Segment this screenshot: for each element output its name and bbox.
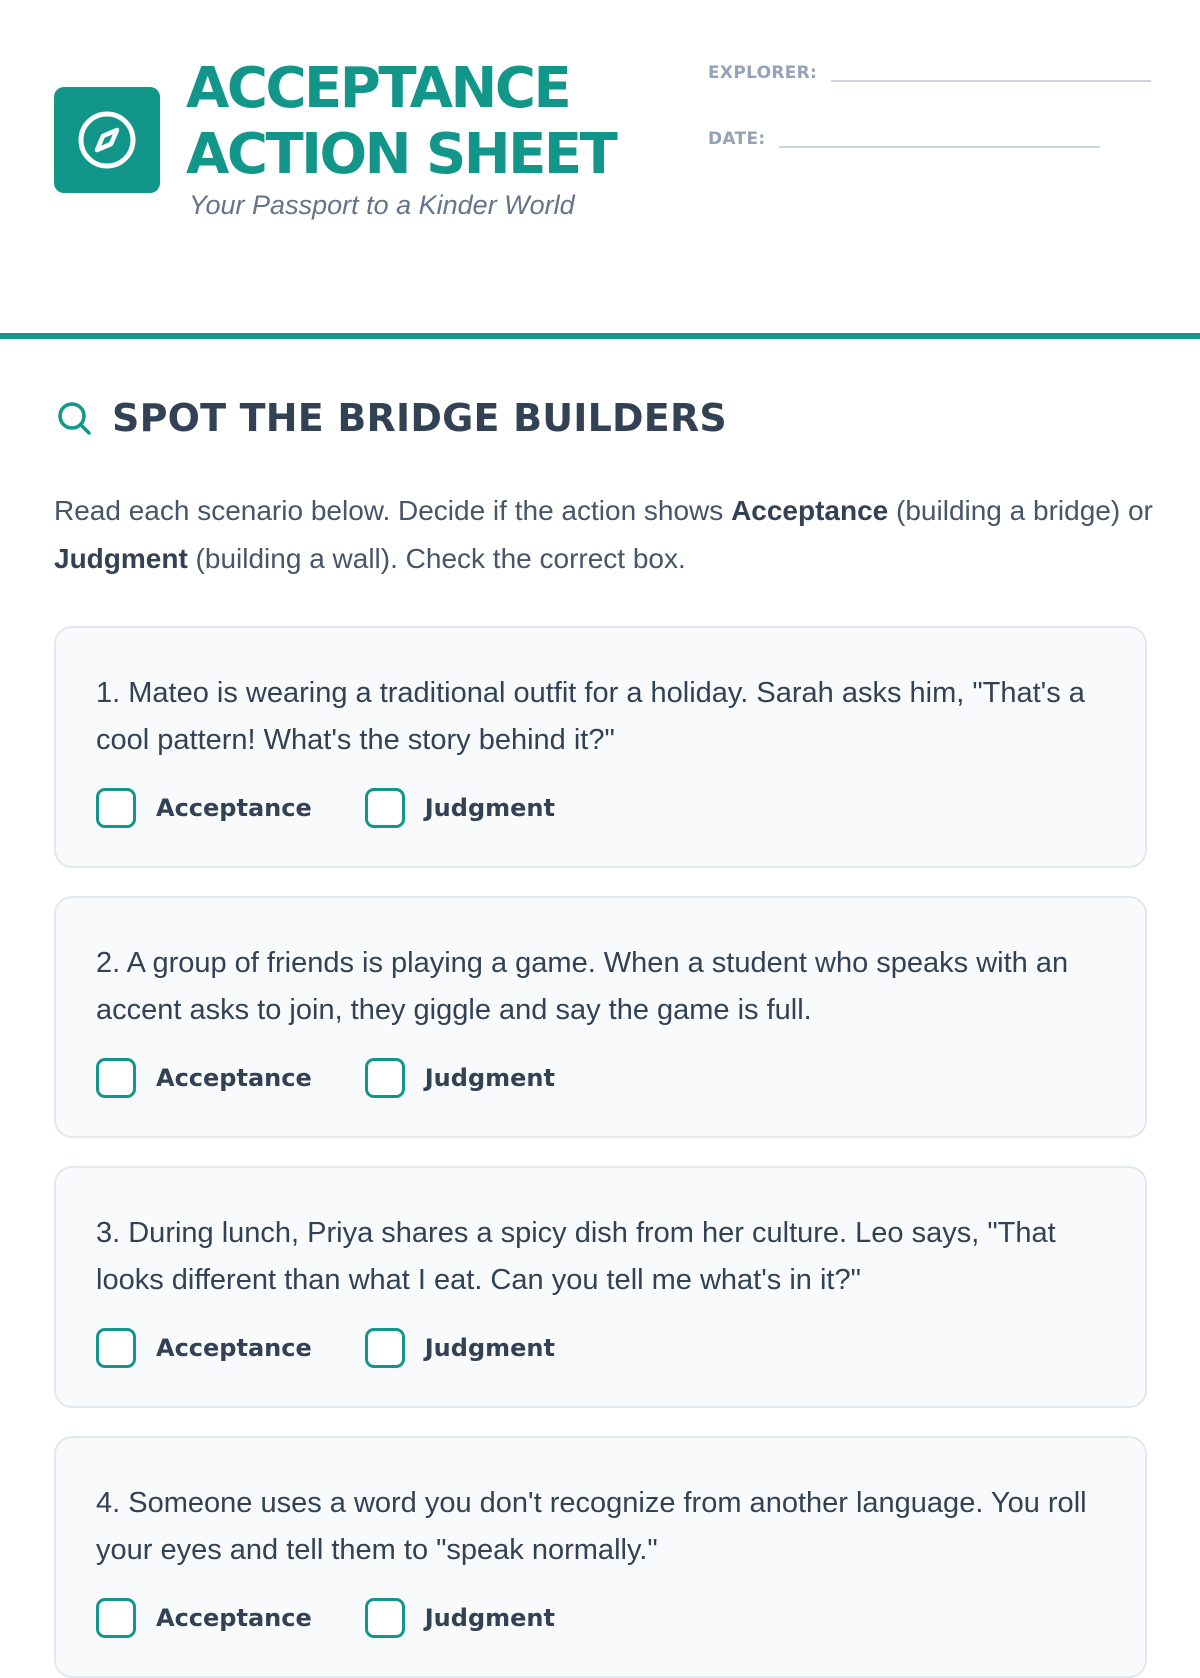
judgment-label: Judgment <box>424 1604 555 1632</box>
acceptance-option[interactable] <box>96 1058 312 1098</box>
acceptance-checkbox[interactable] <box>96 1328 136 1368</box>
scenario-text: 3. During lunch, Priya shares a spicy dish from her culture. Leo says, "That looks different than what I eat. Can you tell me what's in it?" <box>96 1217 1056 1296</box>
intro-part-1: Read each scenario below. Decide if the action shows <box>54 495 732 526</box>
intro-part-2: (building a bridge) or <box>888 495 1153 526</box>
acceptance-label: Acceptance <box>156 1334 312 1362</box>
explorer-input-line[interactable] <box>831 80 1151 82</box>
judgment-checkbox[interactable] <box>365 788 405 828</box>
judgment-option[interactable] <box>365 1598 555 1638</box>
answer-options <box>96 788 608 828</box>
judgment-checkbox[interactable] <box>365 1598 405 1638</box>
acceptance-checkbox[interactable] <box>96 1598 136 1638</box>
section-heading <box>54 396 727 440</box>
judgment-label: Judgment <box>424 1334 555 1362</box>
scenario-text: 2. A group of friends is playing a game. When a student who speaks with an accent asks to join, they giggle and say the game is full. <box>96 947 1069 1026</box>
acceptance-option[interactable] <box>96 788 312 828</box>
date-input-line[interactable] <box>779 146 1100 148</box>
title-line-1: ACCEPTANCE <box>186 56 570 121</box>
explorer-field[interactable] <box>708 63 1151 83</box>
judgment-label: Judgment <box>424 794 555 822</box>
header-divider <box>0 333 1200 339</box>
acceptance-label: Acceptance <box>156 794 312 822</box>
answer-options <box>96 1328 608 1368</box>
judgment-checkbox[interactable] <box>365 1328 405 1368</box>
scenario-card-3 <box>54 1166 1147 1408</box>
scenario-card-2 <box>54 896 1147 1138</box>
acceptance-label: Acceptance <box>156 1064 312 1092</box>
judgment-checkbox[interactable] <box>365 1058 405 1098</box>
title-line-2: ACTION SHEET <box>186 122 616 187</box>
acceptance-checkbox[interactable] <box>96 1058 136 1098</box>
acceptance-option[interactable] <box>96 1328 312 1368</box>
scenario-card-4 <box>54 1436 1147 1678</box>
answer-options <box>96 1598 608 1638</box>
scenario-card-1 <box>54 626 1147 868</box>
subtitle: Your Passport to a Kinder World <box>189 190 575 220</box>
acceptance-label: Acceptance <box>156 1604 312 1632</box>
judgment-option[interactable] <box>365 788 555 828</box>
page-title <box>186 56 666 188</box>
intro-part-3: (building a wall). Check the correct box. <box>187 543 686 574</box>
judgment-option[interactable] <box>365 1328 555 1368</box>
acceptance-checkbox[interactable] <box>96 788 136 828</box>
date-field[interactable] <box>708 129 1100 149</box>
compass-icon <box>75 108 139 172</box>
search-icon <box>54 398 94 438</box>
section-title: SPOT THE BRIDGE BUILDERS <box>112 396 727 440</box>
judgment-label: Judgment <box>424 1064 555 1092</box>
intro-term-judgment: Judgment <box>54 543 188 574</box>
judgment-option[interactable] <box>365 1058 555 1098</box>
explorer-label: EXPLORER: <box>708 63 818 83</box>
answer-options <box>96 1058 608 1098</box>
acceptance-option[interactable] <box>96 1598 312 1638</box>
logo <box>54 87 160 193</box>
instructions <box>54 487 1164 583</box>
scenario-text: 4. Someone uses a word you don't recognize from another language. You roll your eyes and tell them to "speak normally." <box>96 1487 1087 1566</box>
scenario-text: 1. Mateo is wearing a traditional outfit for a holiday. Sarah asks him, "That's a cool pattern! What's the story behind it?" <box>96 677 1085 756</box>
date-label: DATE: <box>708 129 766 149</box>
intro-term-acceptance: Acceptance <box>731 495 889 526</box>
header <box>0 0 1200 337</box>
